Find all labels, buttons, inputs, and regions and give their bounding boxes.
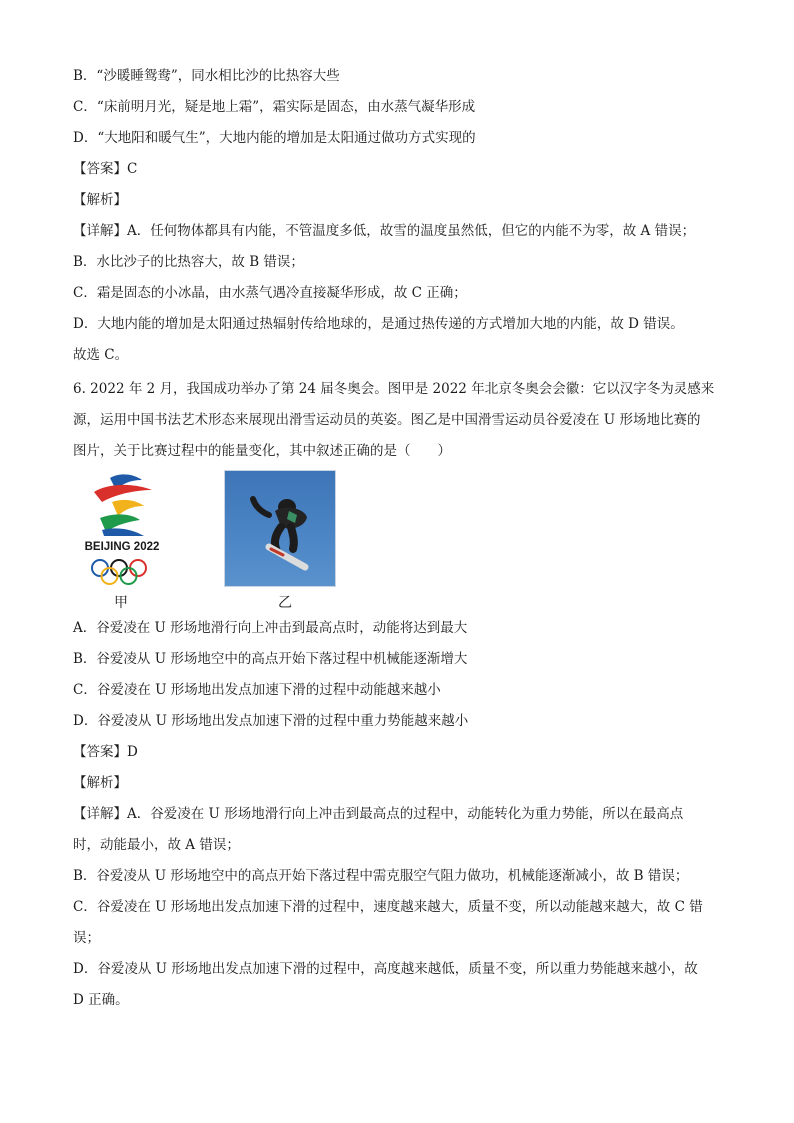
answer-5: 【答案】C [73,161,138,177]
option-6-a: A．谷爱凌在 U 形场地滑行向上冲击到最高点时，动能将达到最大 [73,620,468,636]
question-6-line1: 6. 2022 年 2 月，我国成功举办了第 24 届冬奥会。图甲是 2022 年北京冬奥会会徽：它以汉字冬为灵感来 [73,381,715,397]
snowboarder-photo [224,470,336,587]
question-6-line2: 源，运用中国书法艺术形态来展现出滑雪运动员的英姿。图乙是中国滑雪运动员谷爱凌在 U 形场地比赛的 [73,412,701,428]
option-6-c: C．谷爱凌在 U 形场地出发点加速下滑的过程中动能越来越小 [73,682,441,698]
conclusion-5: 故选 C。 [73,347,129,363]
explanation-5-a: 【详解】A．任何物体都具有内能，不管温度多低，故雪的温度虽然低，但它的内能不为零，故 A 错误； [73,223,696,239]
emblem-graphic [72,470,172,588]
explanation-6-d-line1: D．谷爱凌从 U 形场地出发点加速下滑的过程中，高度越来越低，质量不变，所以重力势能越来越小，故 [73,961,698,977]
emblem-text: BEIJING 2022 [84,541,160,553]
option-6-b: B．谷爱凌从 U 形场地空中的高点开始下落过程中机械能逐渐增大 [73,651,468,667]
option-d-prev: D．“大地阳和暖气生”，大地内能的增加是太阳通过做功方式实现的 [73,130,476,146]
explanation-5-c: C．霜是固态的小冰晶，由水蒸气遇冷直接凝华形成，故 C 正确； [73,285,467,301]
explanation-6-a-line1: 【详解】A．谷爱凌在 U 形场地滑行向上冲击到最高点的过程中，动能转化为重力势能，所以在最高点 [73,806,684,822]
explanation-6-c-line1: C．谷爱凌在 U 形场地出发点加速下滑的过程中，速度越来越大，质量不变，所以动能越来越大，故 C 错 [73,899,703,915]
beijing-2022-emblem [72,470,172,588]
analysis-heading-5: 【解析】 [73,192,127,208]
option-c-prev: C．“床前明月光，疑是地上霜”，霜实际是固态，由水蒸气凝华形成 [73,99,476,115]
option-6-d: D．谷爱凌从 U 形场地出发点加速下滑的过程中重力势能越来越小 [73,713,469,729]
explanation-5-b: B．水比沙子的比热容大，故 B 错误； [73,254,304,270]
question-6-line3: 图片，关于比赛过程中的能量变化，其中叙述正确的是（ ） [73,443,451,459]
explanation-6-b: B．谷爱凌从 U 形场地空中的高点开始下落过程中需克服空气阻力做功，机械能逐渐减小，故 B 错误； [73,868,689,884]
option-b-prev: B．“沙暖睡鸳鸯”，同水相比沙的比热容大些 [73,68,340,84]
answer-6: 【答案】D [73,744,138,760]
explanation-6-a-line2: 时，动能最小，故 A 错误； [73,837,240,853]
analysis-heading-6: 【解析】 [73,775,127,791]
explanation-6-c-line2: 误； [73,930,100,946]
explanation-5-d: D．大地内能的增加是太阳通过热辐射传给地球的，是通过热传递的方式增加大地的内能，故 D 错误。 [73,316,684,332]
figure-label-yi: 乙 [278,595,292,611]
figure-label-jia: 甲 [114,595,128,611]
explanation-6-d-line2: D 正确。 [73,992,129,1008]
snowboarder-graphic [225,471,336,587]
